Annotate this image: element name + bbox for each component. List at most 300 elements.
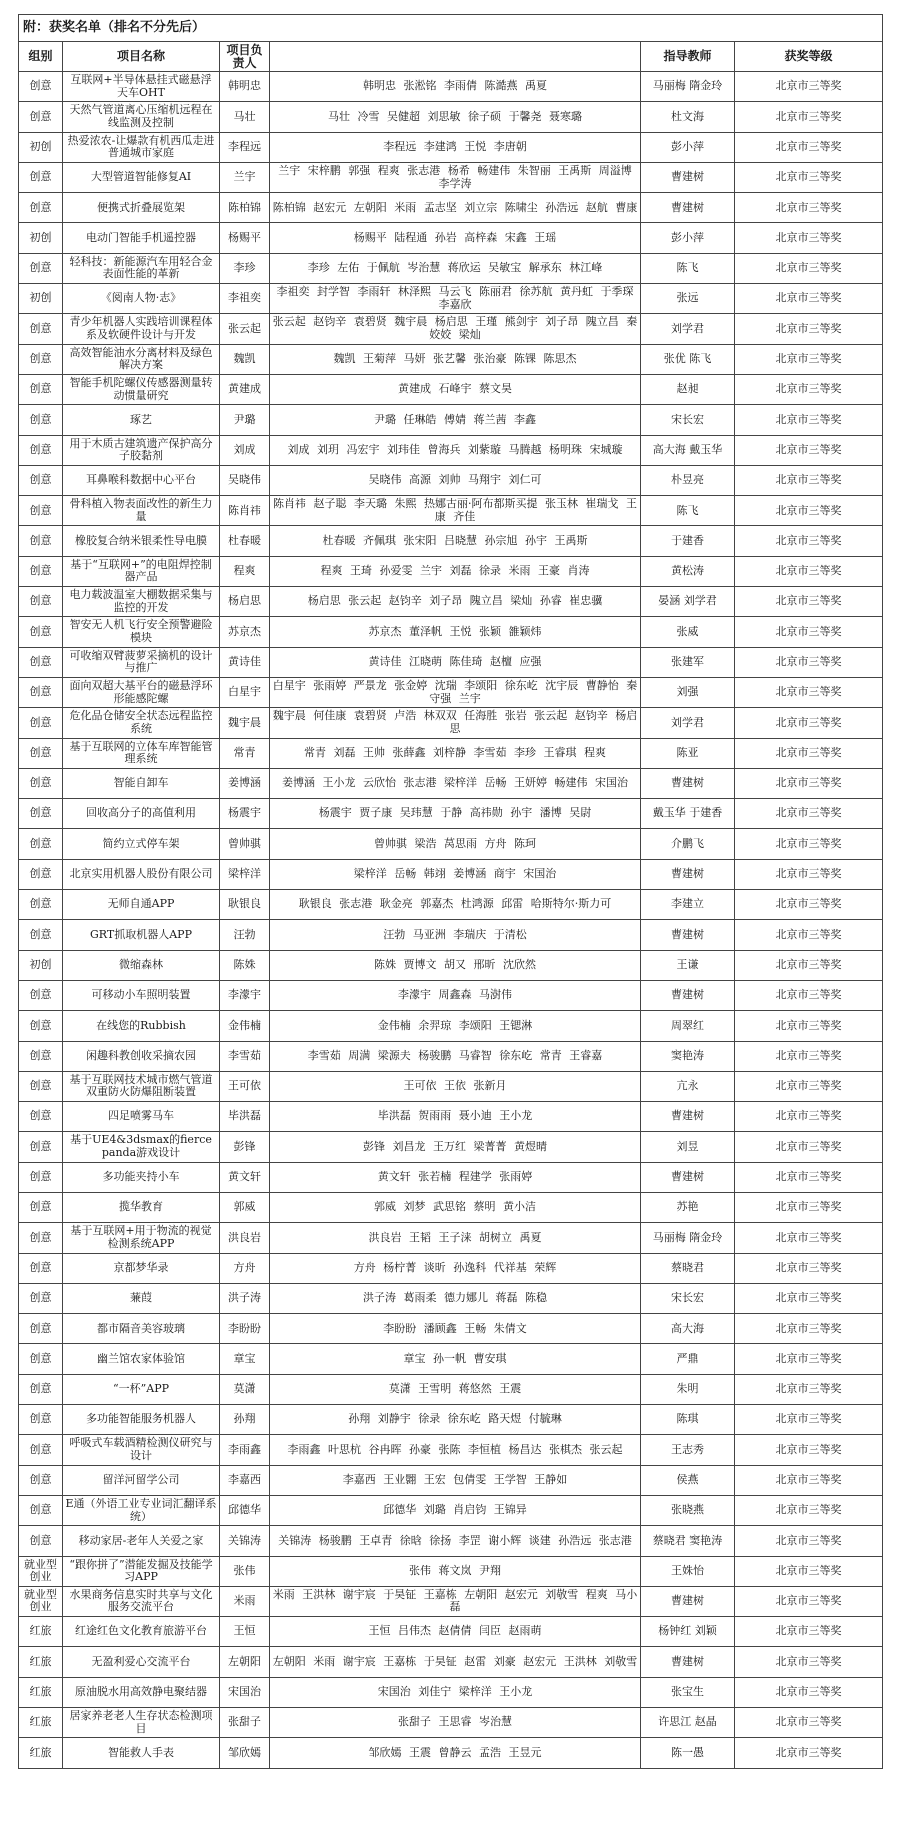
cell-category: 创意 (19, 1495, 63, 1525)
cell-category: 创意 (19, 647, 63, 677)
table-row (19, 72, 883, 102)
cell-leader: 黄诗佳 (220, 647, 270, 677)
cell-award-level: 北京市三等奖 (735, 647, 883, 677)
cell-advisor: 马丽梅 隋金玲 (641, 72, 735, 102)
cell-advisor: 张威 (641, 617, 735, 647)
cell-project-name: 天然气管道离心压缩机远程在线监测及控制 (63, 102, 220, 132)
cell-award-level: 北京市三等奖 (735, 556, 883, 586)
cell-project-name: 移动家居-老年人关爱之家 (63, 1526, 220, 1556)
cell-leader: 李盼盼 (220, 1314, 270, 1344)
cell-category: 创意 (19, 1162, 63, 1192)
cell-project-name: 四足喷雾马车 (63, 1102, 220, 1132)
cell-advisor: 王谦 (641, 950, 735, 980)
cell-members: 洪良岩 王韬 王子涞 胡树立 禹夏 (270, 1223, 641, 1253)
cell-leader: 左朝阳 (220, 1647, 270, 1677)
cell-award-level: 北京市三等奖 (735, 1465, 883, 1495)
table-row (19, 708, 883, 738)
cell-project-name: 原油脱水用高效静电聚结器 (63, 1677, 220, 1707)
cell-advisor: 苏艳 (641, 1192, 735, 1222)
cell-category: 红旅 (19, 1647, 63, 1677)
table-row (19, 617, 883, 647)
cell-leader: 邹欣嫣 (220, 1738, 270, 1768)
table-row (19, 768, 883, 798)
cell-members: 尹璐 任琳皓 傅婧 蒋兰茜 李鑫 (270, 405, 641, 435)
cell-members: 李雨鑫 叶思杭 谷冉晖 孙豪 张陈 李恒植 杨昌达 张棋杰 张云起 (270, 1435, 641, 1465)
cell-advisor: 张宝生 (641, 1677, 735, 1707)
cell-award-level: 北京市三等奖 (735, 1041, 883, 1071)
cell-project-name: 水果商务信息实时共享与文化服务交流平台 (63, 1586, 220, 1616)
cell-advisor: 亢永 (641, 1071, 735, 1101)
cell-project-name: 青少年机器人实践培训课程体系及软硬件设计与开发 (63, 314, 220, 344)
cell-advisor: 宋长宏 (641, 1283, 735, 1313)
cell-project-name: 可收缩双臂菠萝采摘机的设计与推广 (63, 647, 220, 677)
cell-leader: 宋国治 (220, 1677, 270, 1707)
cell-award-level: 北京市三等奖 (735, 1374, 883, 1404)
cell-project-name: 呼吸式车载酒精检测仪研究与设计 (63, 1435, 220, 1465)
cell-members: 黄建成 石峰宇 蔡文昊 (270, 374, 641, 404)
cell-project-name: 居家养老老人生存状态检测项目 (63, 1708, 220, 1738)
cell-members: 金伟楠 余羿琼 李颂阳 王锶淋 (270, 1011, 641, 1041)
cell-leader: 彭锋 (220, 1132, 270, 1162)
cell-award-level: 北京市三等奖 (735, 1192, 883, 1222)
table-row (19, 1708, 883, 1738)
cell-category: 创意 (19, 253, 63, 283)
cell-award-level: 北京市三等奖 (735, 738, 883, 768)
cell-advisor: 曹建树 (641, 980, 735, 1010)
cell-project-name: 高效智能油水分离材料及绿色解决方案 (63, 344, 220, 374)
cell-leader: 汪勃 (220, 920, 270, 950)
table-row (19, 1162, 883, 1192)
cell-award-level: 北京市三等奖 (735, 1435, 883, 1465)
table-row (19, 1041, 883, 1071)
table-row (19, 980, 883, 1010)
table-row (19, 1071, 883, 1101)
cell-members: 姜博涵 王小龙 云欣怡 张志港 梁梓洋 岳畅 王妍婷 畅建伟 宋国治 (270, 768, 641, 798)
cell-category: 创意 (19, 1071, 63, 1101)
cell-award-level: 北京市三等奖 (735, 1283, 883, 1313)
cell-advisor: 蔡晓君 窦艳涛 (641, 1526, 735, 1556)
cell-leader: 魏宇晨 (220, 708, 270, 738)
cell-project-name: 危化品仓储安全状态远程监控系统 (63, 708, 220, 738)
cell-members: 魏凯 王菊萍 马妍 张艺馨 张治豪 陈锞 陈思杰 (270, 344, 641, 374)
cell-category: 创意 (19, 193, 63, 223)
cell-category: 创意 (19, 465, 63, 495)
cell-leader: 李嘉西 (220, 1465, 270, 1495)
cell-leader: 李祖奕 (220, 284, 270, 314)
cell-award-level: 北京市三等奖 (735, 617, 883, 647)
cell-project-name: 轻科技：新能源汽车用轻合金表面性能的革新 (63, 253, 220, 283)
cell-advisor: 陈一愚 (641, 1738, 735, 1768)
cell-advisor: 曹建树 (641, 193, 735, 223)
cell-award-level: 北京市三等奖 (735, 920, 883, 950)
cell-advisor: 王姝怡 (641, 1556, 735, 1586)
table-row (19, 1132, 883, 1162)
cell-advisor: 介鹏飞 (641, 829, 735, 859)
cell-leader: 张云起 (220, 314, 270, 344)
cell-advisor: 陈亚 (641, 738, 735, 768)
table-row (19, 1192, 883, 1222)
cell-leader: 王恒 (220, 1617, 270, 1647)
cell-leader: 方舟 (220, 1253, 270, 1283)
cell-leader: 李程远 (220, 132, 270, 162)
cell-project-name: 智能自卸车 (63, 768, 220, 798)
cell-award-level: 北京市三等奖 (735, 829, 883, 859)
cell-award-level: 北京市三等奖 (735, 1162, 883, 1192)
cell-project-name: 智能救人手表 (63, 1738, 220, 1768)
cell-advisor: 戴玉华 于建香 (641, 799, 735, 829)
cell-advisor: 宋长宏 (641, 405, 735, 435)
cell-award-level: 北京市三等奖 (735, 1617, 883, 1647)
cell-leader: 杨震宇 (220, 799, 270, 829)
cell-leader: 关锦涛 (220, 1526, 270, 1556)
cell-category: 创意 (19, 1283, 63, 1313)
cell-advisor: 许思江 赵晶 (641, 1708, 735, 1738)
cell-category: 创意 (19, 1344, 63, 1374)
table-row (19, 1011, 883, 1041)
cell-award-level: 北京市三等奖 (735, 890, 883, 920)
cell-members: 米雨 王洪林 谢宇宸 于昊钲 王嘉栋 左朝阳 赵宏元 刘敬雪 程爽 马小磊 (270, 1586, 641, 1616)
cell-leader: 刘成 (220, 435, 270, 465)
cell-advisor: 张优 陈飞 (641, 344, 735, 374)
cell-category: 创意 (19, 1223, 63, 1253)
cell-category: 创意 (19, 1011, 63, 1041)
cell-project-name: 基于UE4&3dsmax的fierce panda游戏设计 (63, 1132, 220, 1162)
cell-project-name: 多功能夹持小车 (63, 1162, 220, 1192)
cell-members: 陈姝 贾博文 胡又 邢昕 沈欣然 (270, 950, 641, 980)
table-body (19, 72, 883, 1769)
cell-members: 张云起 赵钧辛 袁碧贤 魏宇晨 杨启思 王瑾 熊剑宇 刘子昂 隗立昌 秦姣姣 梁灿 (270, 314, 641, 344)
table-row (19, 223, 883, 253)
cell-project-name: 热爱浓农-让爆款有机西瓜走进普通城市家庭 (63, 132, 220, 162)
cell-category: 创意 (19, 1465, 63, 1495)
cell-award-level: 北京市三等奖 (735, 859, 883, 889)
cell-award-level: 北京市三等奖 (735, 284, 883, 314)
cell-category: 创意 (19, 1132, 63, 1162)
cell-award-level: 北京市三等奖 (735, 193, 883, 223)
cell-award-level: 北京市三等奖 (735, 223, 883, 253)
cell-project-name: 大型管道智能修复AI (63, 162, 220, 192)
header-leader: 项目负责人 (220, 42, 270, 72)
cell-advisor: 刘强 (641, 677, 735, 707)
cell-category: 创意 (19, 859, 63, 889)
cell-leader: 尹璐 (220, 405, 270, 435)
cell-category: 创意 (19, 1405, 63, 1435)
cell-leader: 梁梓洋 (220, 859, 270, 889)
cell-award-level: 北京市三等奖 (735, 72, 883, 102)
cell-award-level: 北京市三等奖 (735, 1405, 883, 1435)
cell-category: 初创 (19, 950, 63, 980)
cell-advisor: 曹建树 (641, 1647, 735, 1677)
cell-members: 白星宇 张雨婷 严景龙 张金婷 沈瑞 李颂阳 徐东屹 沈宇辰 曹静怡 秦守强 兰宇 (270, 677, 641, 707)
table-row (19, 1283, 883, 1313)
cell-award-level: 北京市三等奖 (735, 1102, 883, 1132)
cell-project-name: 都市隔音美容玻璃 (63, 1314, 220, 1344)
cell-leader: 马壮 (220, 102, 270, 132)
cell-advisor: 刘学君 (641, 708, 735, 738)
cell-project-name: 幽兰馆农家体验馆 (63, 1344, 220, 1374)
cell-members: 杨震宇 贾子康 吴玮慧 于静 高祎勋 孙宇 潘博 吴尉 (270, 799, 641, 829)
cell-project-name: 电力载波温室大棚数据采集与监控的开发 (63, 587, 220, 617)
cell-award-level: 北京市三等奖 (735, 587, 883, 617)
cell-category: 创意 (19, 526, 63, 556)
cell-award-level: 北京市三等奖 (735, 1586, 883, 1616)
cell-project-name: 智能手机陀螺仪传感器测量转动惯量研究 (63, 374, 220, 404)
cell-leader: 张伟 (220, 1556, 270, 1586)
cell-advisor: 张晓燕 (641, 1495, 735, 1525)
cell-category: 创意 (19, 72, 63, 102)
cell-advisor: 李建立 (641, 890, 735, 920)
cell-advisor: 马丽梅 隋金玲 (641, 1223, 735, 1253)
cell-leader: 苏京杰 (220, 617, 270, 647)
cell-project-name: 多功能智能服务机器人 (63, 1405, 220, 1435)
cell-category: 创意 (19, 162, 63, 192)
cell-award-level: 北京市三等奖 (735, 162, 883, 192)
table-row (19, 435, 883, 465)
cell-advisor: 曹建树 (641, 1102, 735, 1132)
cell-members: 李盼盼 潘顾鑫 王畅 朱倩文 (270, 1314, 641, 1344)
cell-project-name: 基于互联网的立体车库智能管理系统 (63, 738, 220, 768)
cell-members: 陈肖祎 赵子聪 李天璐 朱熙 热娜古丽·阿布都斯买提 张玉林 崔瑞戈 王康 齐佳 (270, 496, 641, 526)
cell-advisor: 朴昱亮 (641, 465, 735, 495)
cell-members: 杨启思 张云起 赵钧辛 刘子昂 隗立昌 梁灿 孙睿 崔忠骥 (270, 587, 641, 617)
cell-members: 曾帅骐 梁浩 莴思雨 方舟 陈珂 (270, 829, 641, 859)
cell-leader: 魏凯 (220, 344, 270, 374)
table-row (19, 1617, 883, 1647)
table-row (19, 1647, 883, 1677)
cell-category: 红旅 (19, 1708, 63, 1738)
cell-category: 创意 (19, 556, 63, 586)
cell-project-name: 可移动小车照明装置 (63, 980, 220, 1010)
cell-advisor: 杨钟红 刘颖 (641, 1617, 735, 1647)
table-row (19, 920, 883, 950)
cell-members: 兰宇 宋梓鹏 郭强 程爽 张志港 杨希 畅建伟 朱智丽 王禹斯 周溢博 李学涛 (270, 162, 641, 192)
table-row (19, 1344, 883, 1374)
table-row (19, 950, 883, 980)
award-table (18, 14, 883, 1769)
cell-project-name: 电动门智能手机遥控器 (63, 223, 220, 253)
cell-leader: 白星宇 (220, 677, 270, 707)
cell-members: 邱德华 刘璐 肖启钧 王锦异 (270, 1495, 641, 1525)
cell-members: 毕洪磊 贺雨雨 聂小迪 王小龙 (270, 1102, 641, 1132)
cell-advisor: 曹建树 (641, 1586, 735, 1616)
cell-award-level: 北京市三等奖 (735, 1253, 883, 1283)
cell-category: 创意 (19, 980, 63, 1010)
cell-leader: 姜博涵 (220, 768, 270, 798)
cell-leader: 金伟楠 (220, 1011, 270, 1041)
cell-award-level: 北京市三等奖 (735, 1314, 883, 1344)
cell-advisor: 王志秀 (641, 1435, 735, 1465)
cell-project-name: 无盈利爱心交流平台 (63, 1647, 220, 1677)
cell-project-name: 京都梦华录 (63, 1253, 220, 1283)
cell-award-level: 北京市三等奖 (735, 1708, 883, 1738)
cell-project-name: 基于“互联网+”的电阻焊控制器产品 (63, 556, 220, 586)
cell-project-name: “跟你拼了”潜能发掘及技能学习APP (63, 1556, 220, 1586)
table-row (19, 193, 883, 223)
cell-advisor: 陈琪 (641, 1405, 735, 1435)
table-row (19, 465, 883, 495)
cell-advisor: 严鼎 (641, 1344, 735, 1374)
award-list-sheet (18, 14, 882, 1769)
cell-members: 彭锋 刘昌龙 王万红 梁菁菁 黄煜晴 (270, 1132, 641, 1162)
cell-project-name: 面向双超大基平台的磁悬浮环形能感陀螺 (63, 677, 220, 707)
cell-category: 初创 (19, 132, 63, 162)
cell-category: 创意 (19, 677, 63, 707)
cell-leader: 张甜子 (220, 1708, 270, 1738)
table-row (19, 1495, 883, 1525)
cell-advisor: 高大海 戴玉华 (641, 435, 735, 465)
cell-leader: 耿银良 (220, 890, 270, 920)
cell-award-level: 北京市三等奖 (735, 950, 883, 980)
table-row (19, 1102, 883, 1132)
cell-project-name: 《阅南人物·志》 (63, 284, 220, 314)
table-row (19, 738, 883, 768)
cell-leader: 李雨鑫 (220, 1435, 270, 1465)
cell-members: 张甜子 王思睿 岑治慧 (270, 1708, 641, 1738)
cell-project-name: 微缩森林 (63, 950, 220, 980)
cell-category: 创意 (19, 374, 63, 404)
cell-leader: 黄文轩 (220, 1162, 270, 1192)
table-row (19, 799, 883, 829)
cell-category: 就业型创业 (19, 1586, 63, 1616)
cell-leader: 邱德华 (220, 1495, 270, 1525)
cell-project-name: 橡胶复合纳米银柔性导电膜 (63, 526, 220, 556)
cell-award-level: 北京市三等奖 (735, 1526, 883, 1556)
cell-category: 创意 (19, 102, 63, 132)
cell-leader: 韩明忠 (220, 72, 270, 102)
cell-category: 创意 (19, 1253, 63, 1283)
cell-project-name: 琢艺 (63, 405, 220, 435)
cell-award-level: 北京市三等奖 (735, 677, 883, 707)
cell-award-level: 北京市三等奖 (735, 132, 883, 162)
table-row (19, 1738, 883, 1768)
table-row (19, 1526, 883, 1556)
cell-award-level: 北京市三等奖 (735, 980, 883, 1010)
cell-advisor: 张建军 (641, 647, 735, 677)
cell-project-name: E通（外语工业专业词汇翻译系统） (63, 1495, 220, 1525)
cell-leader: 毕洪磊 (220, 1102, 270, 1132)
table-row (19, 1314, 883, 1344)
cell-leader: 陈姝 (220, 950, 270, 980)
cell-award-level: 北京市三等奖 (735, 374, 883, 404)
cell-project-name: 互联网+半导体悬挂式磁悬浮天车OHT (63, 72, 220, 102)
cell-category: 创意 (19, 829, 63, 859)
cell-category: 创意 (19, 435, 63, 465)
header-advisor: 指导教师 (641, 42, 735, 72)
cell-category: 创意 (19, 799, 63, 829)
cell-members: 苏京杰 董泽帆 王悦 张颖 雒颖炜 (270, 617, 641, 647)
cell-leader: 李濛宇 (220, 980, 270, 1010)
cell-category: 创意 (19, 314, 63, 344)
cell-members: 常青 刘磊 王帅 张薛鑫 刘梓静 李雪茹 李珍 王睿琪 程爽 (270, 738, 641, 768)
cell-advisor: 刘学君 (641, 314, 735, 344)
cell-category: 初创 (19, 223, 63, 253)
table-row (19, 1435, 883, 1465)
cell-category: 红旅 (19, 1738, 63, 1768)
table-row (19, 1677, 883, 1707)
cell-members: 张伟 蒋文岚 尹翔 (270, 1556, 641, 1586)
cell-award-level: 北京市三等奖 (735, 465, 883, 495)
cell-members: 杨赐平 陆程通 孙岩 高梓森 宋鑫 王瑶 (270, 223, 641, 253)
cell-advisor: 杜文海 (641, 102, 735, 132)
cell-advisor: 彭小萍 (641, 132, 735, 162)
cell-category: 创意 (19, 617, 63, 647)
table-row (19, 284, 883, 314)
cell-project-name: 揽华教育 (63, 1192, 220, 1222)
cell-award-level: 北京市三等奖 (735, 1677, 883, 1707)
table-row (19, 526, 883, 556)
cell-category: 红旅 (19, 1677, 63, 1707)
cell-award-level: 北京市三等奖 (735, 405, 883, 435)
table-row (19, 647, 883, 677)
cell-leader: 常青 (220, 738, 270, 768)
cell-members: 刘成 刘玥 冯宏宇 刘玮佳 曾海兵 刘紫璇 马腾越 杨明珠 宋城璇 (270, 435, 641, 465)
cell-category: 创意 (19, 890, 63, 920)
cell-award-level: 北京市三等奖 (735, 1647, 883, 1677)
cell-members: 洪子涛 葛雨柔 德力娜儿 蒋磊 陈稳 (270, 1283, 641, 1313)
cell-members: 孙翔 刘静宇 徐录 徐东屹 路天煜 付毓琳 (270, 1405, 641, 1435)
cell-advisor: 曹建树 (641, 768, 735, 798)
cell-members: 王可依 王依 张新月 (270, 1071, 641, 1101)
cell-category: 创意 (19, 708, 63, 738)
cell-project-name: GRT抓取机器人APP (63, 920, 220, 950)
cell-category: 创意 (19, 768, 63, 798)
cell-category: 创意 (19, 405, 63, 435)
cell-advisor: 张远 (641, 284, 735, 314)
cell-members: 陈柏锦 赵宏元 左朝阳 米雨 孟志坚 刘立宗 陈啸尘 孙浩远 赵航 曹康 (270, 193, 641, 223)
cell-members: 程爽 王琦 孙爱雯 兰宇 刘磊 徐录 米雨 王豪 肖涛 (270, 556, 641, 586)
cell-members: 李程远 李建鸿 王悦 李唐朝 (270, 132, 641, 162)
cell-leader: 杜春暖 (220, 526, 270, 556)
cell-leader: 李雪茹 (220, 1041, 270, 1071)
table-row (19, 102, 883, 132)
cell-project-name: 骨科植入物表面改性的新生力量 (63, 496, 220, 526)
cell-leader: 莫潇 (220, 1374, 270, 1404)
cell-leader: 曾帅骐 (220, 829, 270, 859)
cell-members: 郭威 刘梦 武思铭 蔡明 黄小洁 (270, 1192, 641, 1222)
cell-category: 创意 (19, 1435, 63, 1465)
cell-award-level: 北京市三等奖 (735, 1011, 883, 1041)
cell-project-name: 无师自通APP (63, 890, 220, 920)
cell-advisor: 陈飞 (641, 253, 735, 283)
cell-project-name: 蒹葭 (63, 1283, 220, 1313)
cell-members: 李珍 左佑 于佩航 岑治慧 蒋欣运 吴敏宝 解承东 林江峰 (270, 253, 641, 283)
cell-advisor: 窦艳涛 (641, 1041, 735, 1071)
cell-advisor: 曹建树 (641, 920, 735, 950)
cell-project-name: 北京实用机器人股份有限公司 (63, 859, 220, 889)
table-row (19, 496, 883, 526)
table-row (19, 1465, 883, 1495)
table-row (19, 374, 883, 404)
cell-advisor: 刘昱 (641, 1132, 735, 1162)
cell-category: 就业型创业 (19, 1556, 63, 1586)
cell-members: 汪勃 马亚洲 李瑞庆 于清松 (270, 920, 641, 950)
cell-members: 邹欣嫣 王震 曾静云 孟浩 王昱元 (270, 1738, 641, 1768)
cell-project-name: 回收高分子的高值利用 (63, 799, 220, 829)
cell-award-level: 北京市三等奖 (735, 799, 883, 829)
cell-leader: 米雨 (220, 1586, 270, 1616)
cell-award-level: 北京市三等奖 (735, 1132, 883, 1162)
cell-advisor: 侯燕 (641, 1465, 735, 1495)
cell-project-name: 红途红色文化教育旅游平台 (63, 1617, 220, 1647)
header-members (270, 42, 641, 72)
cell-award-level: 北京市三等奖 (735, 344, 883, 374)
cell-category: 创意 (19, 1192, 63, 1222)
cell-category: 创意 (19, 1526, 63, 1556)
cell-category: 创意 (19, 738, 63, 768)
cell-category: 创意 (19, 1102, 63, 1132)
cell-project-name: 便携式折叠展览架 (63, 193, 220, 223)
cell-members: 莫潇 王雪明 蒋悠然 王震 (270, 1374, 641, 1404)
